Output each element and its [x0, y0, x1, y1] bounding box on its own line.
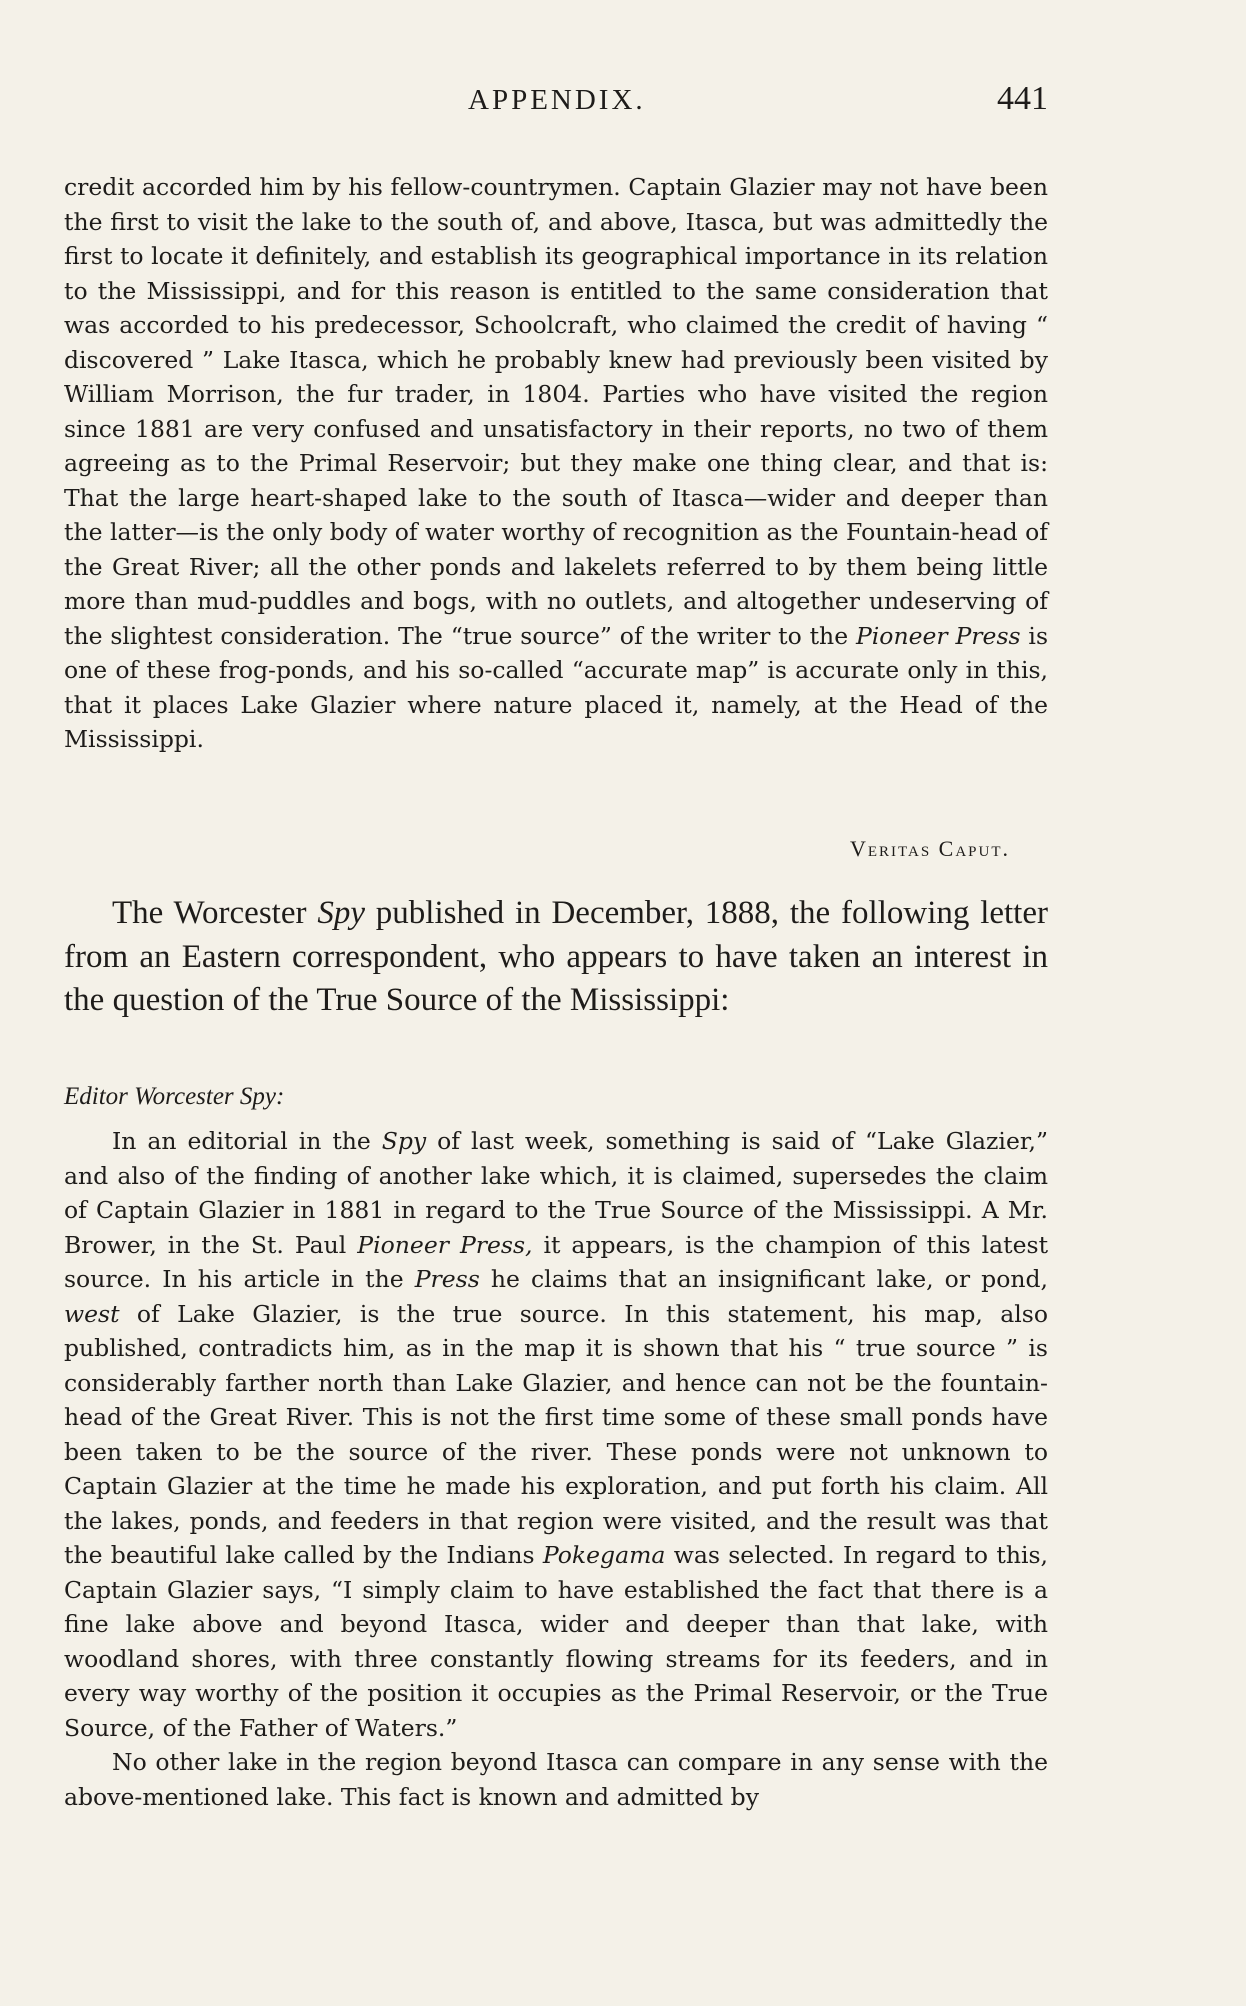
letter-one-body: [64, 170, 1048, 757]
text-run: he claims that an insignificant lake, or pond,: [479, 1265, 1048, 1293]
text-run: published in December, 1888, the following letter from an Eastern correspondent, who appears to have taken an interest in the question of the True Source of the Mississippi:: [64, 895, 1048, 1018]
salutation: Editor Worcester Spy:: [64, 1083, 285, 1110]
page-number: 441: [997, 80, 1048, 117]
text-run: The Worcester: [112, 895, 318, 931]
text-run: No other lake in the region beyond Itasca can compare in any sense with the above-mentioned lake. This fact is known and admitted by: [64, 1748, 1048, 1811]
italic-text: Spy: [381, 1127, 427, 1155]
signature: Veritas Caput.: [849, 836, 1010, 861]
running-title: APPENDIX.: [468, 84, 646, 116]
letter-two-paragraph-2: [64, 1745, 1048, 1814]
letter-one-paragraph: [64, 170, 1048, 757]
running-head: [64, 80, 1048, 124]
text-run: was selected. In regard to this, Captain Glazier says, “I simply claim to have established the fact that there is a fine lake above and beyond Itasca, wider and deeper than that lake, with woodland shores, with three constantly flowing streams for its feeders, and in every way worthy of the position it occupies as the Primal Reservoir, or the True Source, of the Father of Waters.”: [64, 1541, 1049, 1742]
italic-text: Press: [414, 1265, 480, 1293]
text-run: is one of these frog-ponds, and his so-called “accurate map” is accurate only in this, that it places Lake Glazier where nature placed it, namely, at the Head of the Mississippi.: [64, 621, 1048, 753]
italic-text: Pioneer Press,: [357, 1230, 533, 1259]
text-run: it appears, is the champion of this latest source. In his article in the: [64, 1230, 1049, 1293]
text-run: credit accorded him by his fellow-countrymen. Captain Glazier may not have been the first to visit the lake to the south of, and above, Itasca, but was admittedly the first to locate it definitely, and establish its geographical importance in its relation to the Mississippi, and for this reason is entitled to the same consideration that was accorded to his predecessor, Schoolcraft, who claimed the credit of having “ discovered ” Lake Itasca, which he probably knew had previously been visited by William Morrison, the fur trader, in 1804. Parties who have visited the region since 1881 are very confused and unsatisfactory in their reports, no two of them agreeing as to the Primal Reservoir; but they make one thing clear, and that is: That the large heart-shaped lake to the south of Itasca—wider and deeper than the latter—is the only body of water worthy of recognition as the Fountain-head of the Great River; all the other ponds and lakelets referred to by them being little more than mud-puddles and bogs, with no outlets, and altogether undeserving of the slightest consideration. The “true source” of the writer to the: [64, 173, 1048, 650]
letter-two-body: [64, 1124, 1048, 1814]
intro-paragraph: [64, 892, 1048, 1023]
italic-text: Pioneer Press: [855, 621, 1021, 650]
text-run: of Lake Glazier, is the true source. In this statement, his map, also published, contradicts him, as in the map it is shown that his “ true source ” is considerably farther north than Lake Glazier, and hence can not be the fountain-head of the Great River. This is not the first time some of these small ponds have been taken to be the source of the river. These ponds were not unknown to Captain Glazier at the time he made his exploration, and put forth his claim. All the lakes, ponds, and feeders in that region were visited, and the result was that the beautiful lake called by the Indians: [64, 1299, 1048, 1569]
text-run: In an editorial in the: [112, 1127, 382, 1155]
italic-text: Spy: [317, 895, 365, 931]
italic-text: west: [64, 1299, 120, 1328]
letter-two-paragraph-1: [64, 1124, 1048, 1745]
italic-text: Pokegama: [542, 1541, 666, 1569]
text-run: of last week, something is said of “Lake Glazier,” and also of the finding of another lake which, it is claimed, supersedes the claim of Captain Glazier in 1881 in regard to the True Source of the Mississippi. A Mr. Brower, in the St. Paul: [64, 1127, 1048, 1259]
